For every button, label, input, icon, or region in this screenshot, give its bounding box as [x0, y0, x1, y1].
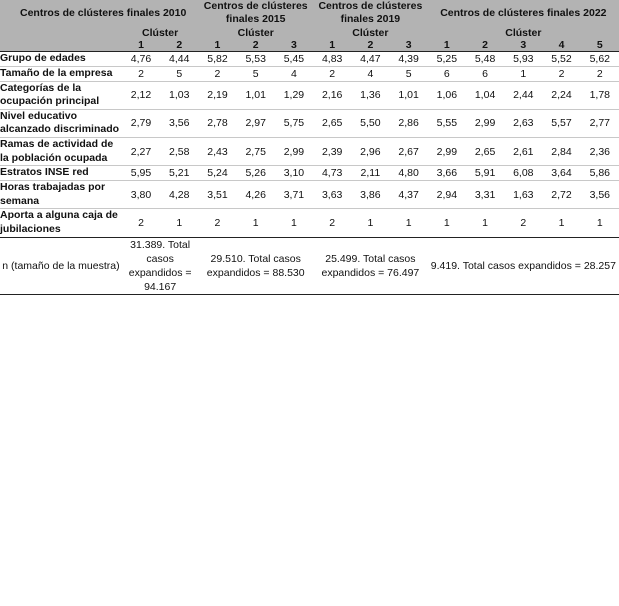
table-row	[0, 52, 619, 67]
cell: 2,97	[245, 117, 266, 130]
cell: 5,57	[551, 117, 572, 130]
cell: 2	[214, 67, 221, 80]
cell: 2,77	[589, 117, 611, 130]
row-label-ramas-actividad: Ramas de actividad de la población ocupada	[0, 138, 114, 164]
cell: 1	[367, 216, 374, 229]
cell: 1	[520, 67, 527, 80]
cell: 1,63	[513, 188, 534, 201]
cell: 4,37	[398, 188, 419, 201]
cell: 1	[291, 216, 297, 229]
header-cluster-2015-3: 3	[275, 39, 313, 52]
row-label-horas-trabajadas: Horas trabajadas por semana	[0, 181, 106, 207]
cell: 4,39	[398, 53, 419, 66]
cell: 1	[252, 216, 259, 229]
cell: 3,64	[551, 167, 572, 180]
header-cluster-label-2019: Clúster	[313, 27, 428, 40]
table-row	[0, 166, 619, 181]
cell: 6	[443, 67, 450, 80]
header-cluster-number-row	[0, 39, 619, 52]
cell: 3,10	[283, 167, 305, 180]
cell: 4,44	[169, 53, 190, 66]
cell: 5	[252, 67, 259, 80]
cell: 3,86	[360, 188, 381, 201]
cell: 5,21	[169, 167, 190, 180]
header-cluster-label-2010: Clúster	[122, 27, 198, 40]
header-group-2010: Centros de clústeres finales 2010	[0, 0, 198, 27]
header-cluster-2019-1: 1	[313, 39, 351, 52]
cell: 4,80	[398, 167, 419, 180]
header-cluster-2022-5: 5	[581, 39, 619, 52]
header-corner-blank-2	[0, 39, 122, 52]
cell: 4,73	[321, 167, 343, 180]
cell: 5	[405, 67, 412, 80]
cell: 2,72	[551, 188, 572, 201]
header-corner-blank	[0, 27, 122, 40]
cell: 2	[520, 216, 527, 229]
header-cluster-2015-1: 1	[198, 39, 236, 52]
cell: 1,78	[589, 89, 611, 102]
cell: 2,99	[283, 145, 305, 158]
cell: 1	[443, 216, 450, 229]
header-cluster-2010-1: 1	[122, 39, 160, 52]
cell: 2,96	[360, 145, 381, 158]
row-label-categorias-ocupacion-principal: Categorías de la ocupación principal	[0, 81, 100, 108]
cell: 5,50	[360, 117, 381, 130]
header-cluster-2010-2: 2	[160, 39, 198, 52]
cell: 1,29	[283, 89, 305, 102]
cell: 1,36	[360, 89, 381, 102]
cell: 2	[329, 216, 336, 229]
header-group-2022: Centros de clústeres finales 2022	[428, 0, 619, 27]
cell: 1,06	[436, 89, 458, 102]
table-row	[0, 209, 619, 237]
cell: 4,76	[130, 53, 152, 66]
row-label-nivel-educativo: Nivel educativo alcanzado discriminado	[0, 109, 120, 136]
row-label-estratos-inse-red: Estratos INSE red	[0, 166, 89, 179]
cell: 2,99	[436, 145, 458, 158]
cell: 5,93	[513, 53, 534, 66]
header-group-2019: Centros de clústeres finales 2019	[313, 0, 428, 27]
cell: 2,78	[207, 117, 228, 130]
cell: 2,24	[551, 89, 572, 102]
cell: 3,51	[207, 188, 228, 201]
row-label-tamano-de-la-empresa: Tamaño de la empresa	[0, 66, 113, 79]
cell: 4,83	[321, 53, 343, 66]
cell: 4,26	[245, 188, 266, 201]
cell: 2,75	[245, 145, 266, 158]
cell: 5,55	[436, 117, 458, 130]
table-footer-row	[0, 237, 619, 295]
cell: 2,63	[513, 117, 534, 130]
header-cluster-2022-1: 1	[428, 39, 466, 52]
cell: 2,65	[321, 117, 343, 130]
cell: 3,56	[589, 188, 611, 201]
row-label-aporta-caja-jubilaciones: Aporta a alguna caja de jubilaciones	[0, 209, 118, 235]
cell: 2,99	[474, 117, 496, 130]
cell: 5,52	[551, 53, 572, 66]
table-row	[0, 109, 619, 137]
cell: 2,16	[321, 89, 343, 102]
cell: 3,56	[169, 117, 190, 130]
cell: 3,31	[474, 188, 496, 201]
cell: 2	[596, 67, 603, 80]
cell: 4	[291, 67, 297, 80]
header-cluster-2022-3: 3	[504, 39, 542, 52]
header-cluster-row	[0, 27, 619, 40]
cell: 1,01	[398, 89, 419, 102]
header-group-2015: Centros de clústeres finales 2015	[198, 0, 313, 27]
cell: 1	[558, 216, 565, 229]
cell: 1,04	[474, 89, 496, 102]
cell: 5,25	[436, 53, 458, 66]
table-body	[0, 52, 619, 295]
cluster-centers-table	[0, 0, 619, 295]
table-row	[0, 138, 619, 166]
cell: 2,19	[207, 89, 228, 102]
cell: 5,24	[207, 167, 228, 180]
cell: 3,63	[321, 188, 343, 201]
cell: 5,86	[589, 167, 611, 180]
cell: 2,36	[589, 145, 611, 158]
cell: 4,28	[169, 188, 190, 201]
header-group-row	[0, 0, 619, 27]
cell: 2,67	[398, 145, 419, 158]
footer-sample-2010: 31.389. Total casos expandidos = 94.167	[128, 238, 192, 294]
cell: 2,61	[513, 145, 534, 158]
cell: 2,43	[207, 145, 228, 158]
cell: 2,11	[360, 167, 381, 180]
cell: 4	[367, 67, 374, 80]
cell: 2	[558, 67, 565, 80]
cell: 5,91	[474, 167, 496, 180]
footer-sample-2015: 29.510. Total casos expandidos = 88.530	[206, 252, 305, 279]
cell: 1	[482, 216, 488, 229]
cell: 6,08	[513, 167, 534, 180]
cell: 2,58	[169, 145, 190, 158]
cell: 6	[482, 67, 488, 80]
cell: 5,45	[283, 53, 305, 66]
cell: 2,94	[436, 188, 458, 201]
footer-label-sample-size: n (tamaño de la muestra)	[2, 259, 120, 272]
header-cluster-2019-2: 2	[351, 39, 389, 52]
cell: 2,79	[130, 117, 152, 130]
table-row	[0, 66, 619, 81]
cell: 2,27	[130, 145, 152, 158]
cell: 2,39	[321, 145, 343, 158]
cell: 1	[405, 216, 412, 229]
cell: 2,84	[551, 145, 572, 158]
cell: 4,47	[360, 53, 381, 66]
table-header	[0, 0, 619, 52]
cell: 2,44	[513, 89, 534, 102]
cell: 2,86	[398, 117, 419, 130]
cell: 2	[214, 216, 221, 229]
cell: 1	[596, 216, 603, 229]
header-cluster-label-2015: Clúster	[198, 27, 313, 40]
cell: 3,66	[436, 167, 458, 180]
cell: 1,03	[169, 89, 190, 102]
cell: 5,26	[245, 167, 266, 180]
cell: 3,71	[283, 188, 305, 201]
cell: 5,53	[245, 53, 266, 66]
table-row	[0, 181, 619, 209]
header-cluster-2022-2: 2	[466, 39, 504, 52]
cell: 2	[138, 216, 144, 229]
header-cluster-2015-2: 2	[237, 39, 275, 52]
row-label-grupo-de-edades: Grupo de edades	[0, 52, 86, 65]
header-cluster-2022-4: 4	[542, 39, 580, 52]
cell: 2	[138, 67, 144, 80]
table-row	[0, 81, 619, 109]
cell: 2,65	[474, 145, 496, 158]
header-cluster-label-2022: Clúster	[428, 27, 619, 40]
cell: 5,62	[589, 53, 611, 66]
cell: 3,80	[130, 188, 152, 201]
cell: 5	[176, 67, 183, 80]
cell: 2,12	[130, 89, 152, 102]
cell: 5,48	[474, 53, 496, 66]
cluster-centers-table-container	[0, 0, 619, 295]
cell: 2	[329, 67, 336, 80]
cell: 1,01	[245, 89, 266, 102]
cell: 5,95	[130, 167, 152, 180]
footer-sample-2022: 9.419. Total casos expandidos = 28.257	[430, 259, 616, 272]
footer-sample-2019: 25.499. Total casos expandidos = 76.497	[321, 252, 420, 279]
cell: 5,75	[283, 117, 305, 130]
cell: 1	[176, 216, 183, 229]
header-cluster-2019-3: 3	[389, 39, 427, 52]
cell: 5,82	[207, 53, 228, 66]
